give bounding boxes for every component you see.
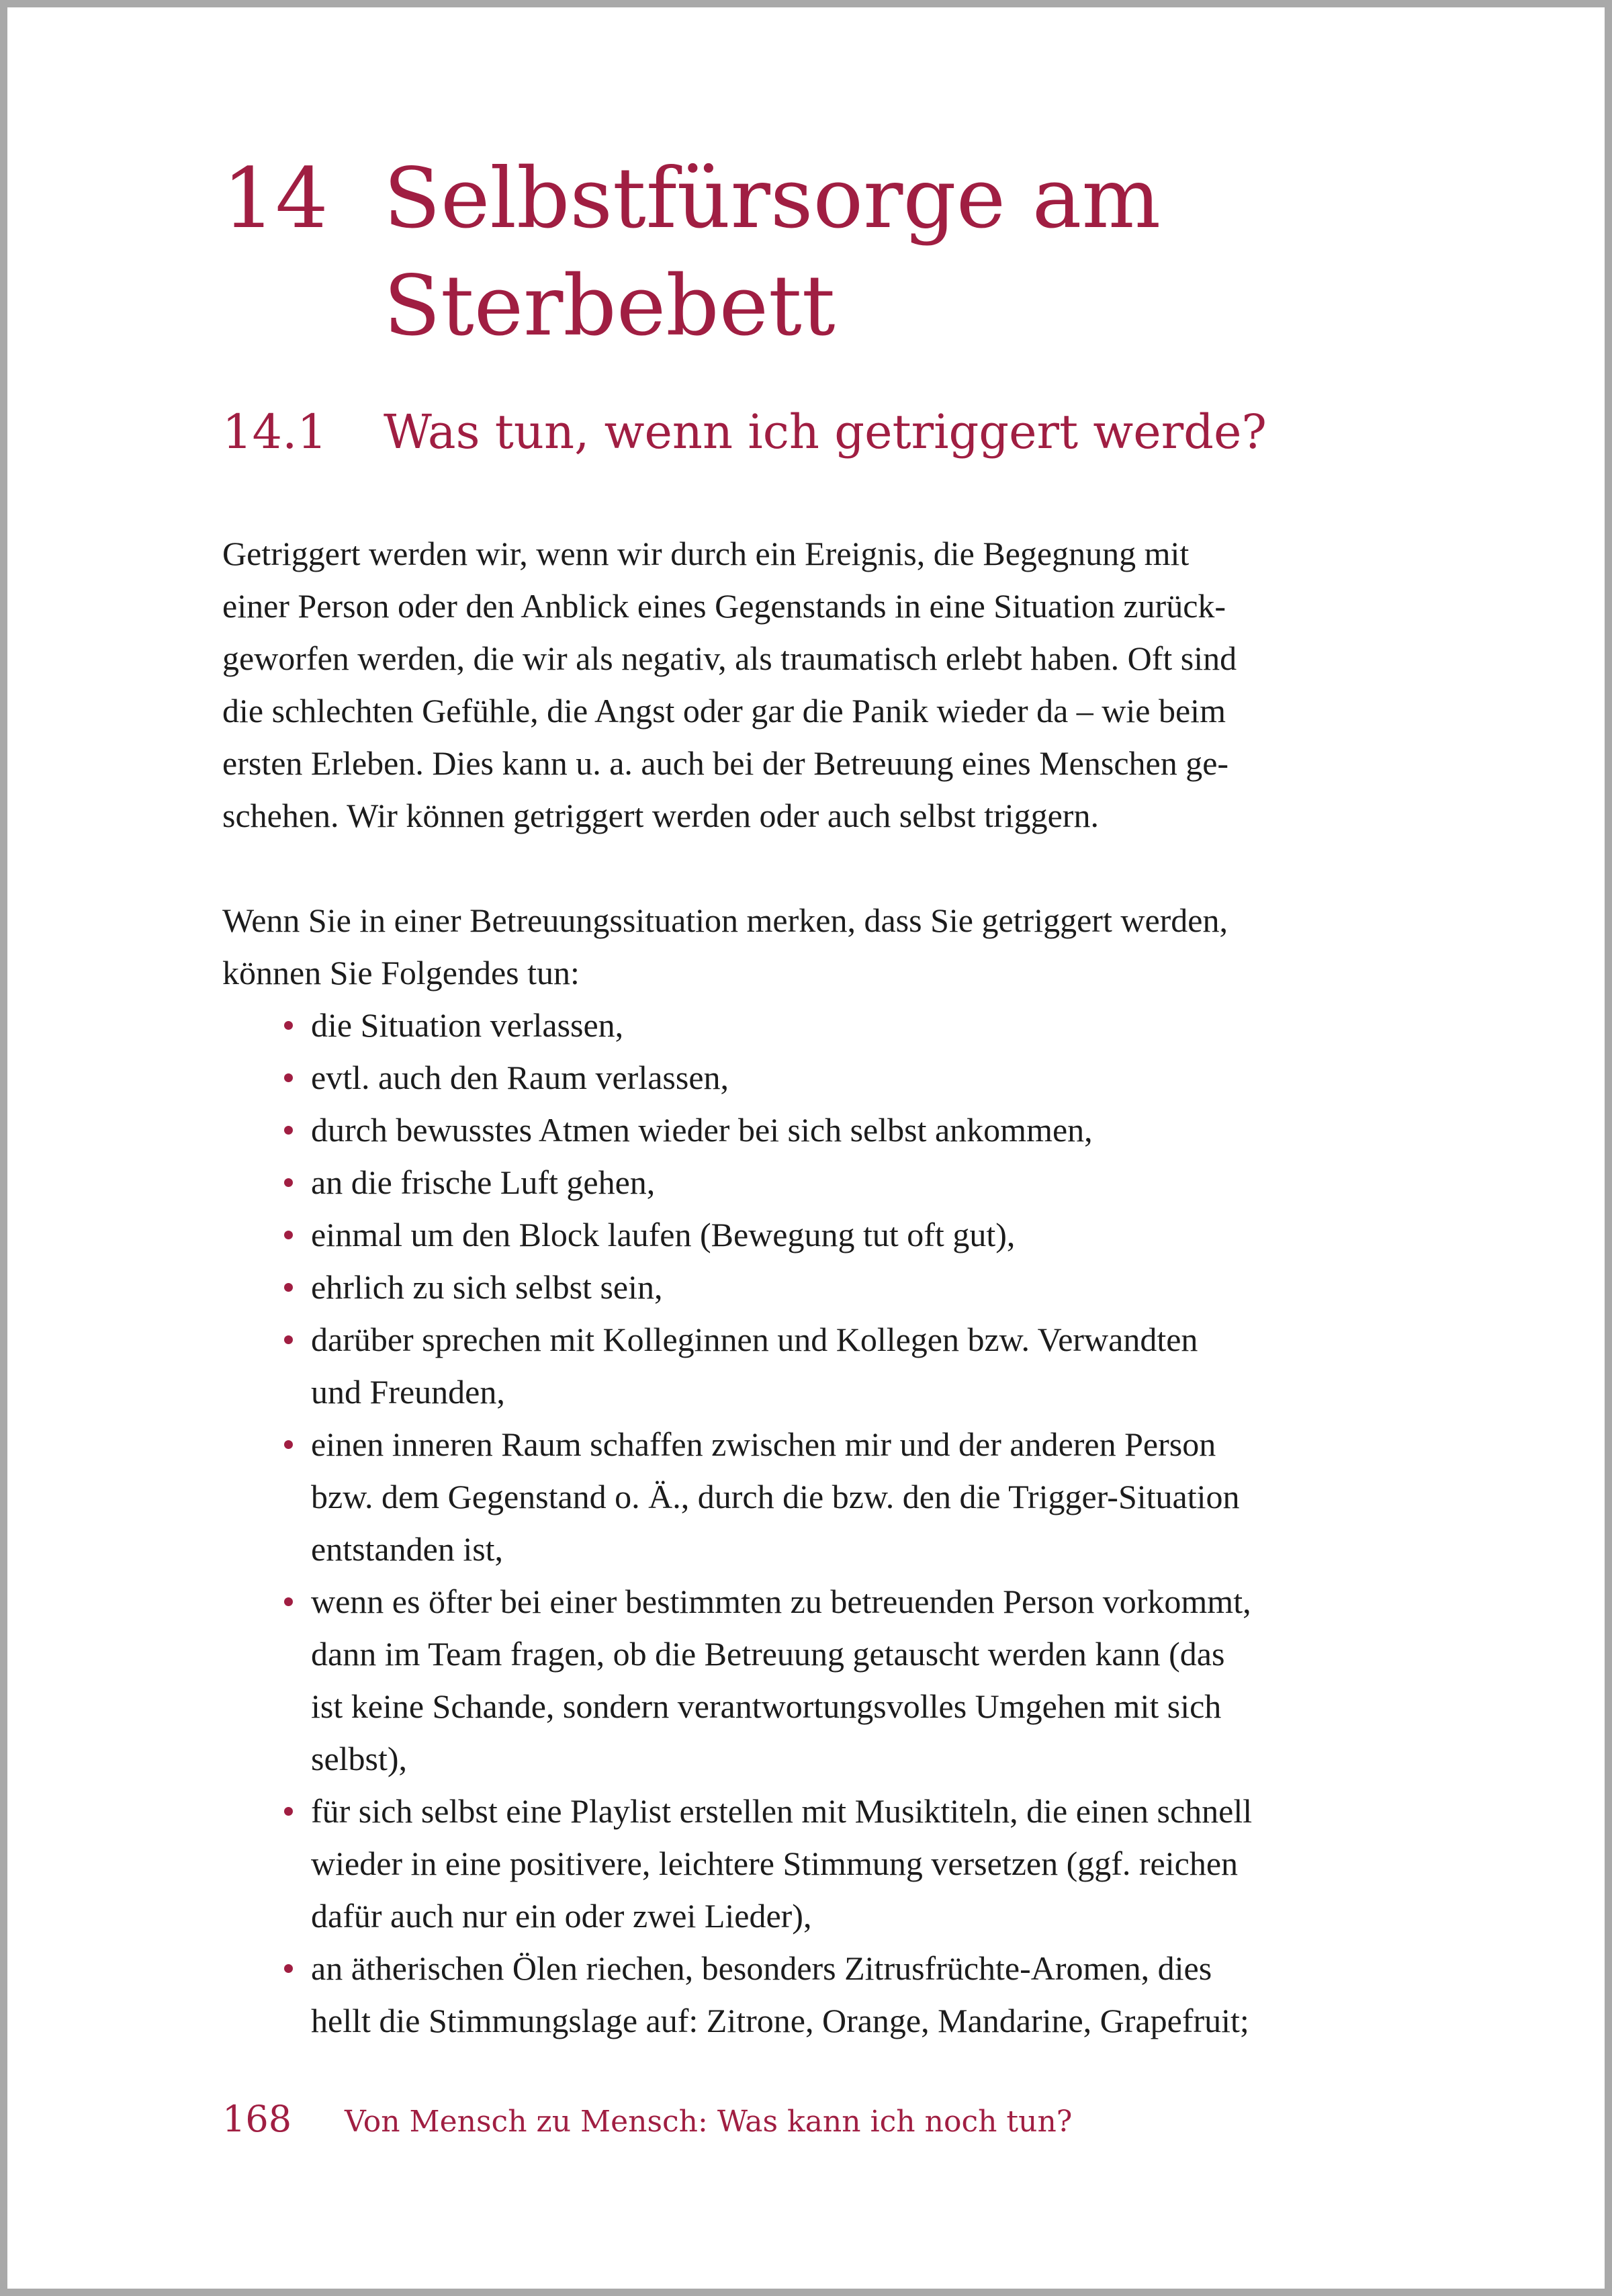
running-title: Von Mensch zu Mensch: Was kann ich noch tun? [345, 2105, 1073, 2139]
bullet-item [222, 1051, 1425, 1104]
page-number: 168 [222, 2098, 292, 2140]
chapter-number: 14 [222, 150, 328, 247]
bullet-icon [284, 1021, 293, 1030]
bullet-item [222, 1313, 1425, 1418]
text-line: geworfen werden, die wir als negativ, als traumatisch erlebt haben. Oft sind [222, 639, 1237, 677]
bullet-item [222, 1208, 1425, 1261]
text-line: evtl. auch den Raum verlassen, [311, 1059, 729, 1096]
bullet-icon [284, 1807, 293, 1816]
bullet-item [222, 1104, 1425, 1156]
paragraph [222, 527, 1425, 842]
text-line: einen inneren Raum schaffen zwischen mir und der anderen Person [311, 1425, 1216, 1463]
text-line: an ätherischen Ölen riechen, besonders Zitrusfrüchte-Aromen, dies [311, 1949, 1212, 1987]
paragraph [222, 894, 1425, 999]
text-line: einmal um den Block laufen (Bewegung tut oft gut), [311, 1216, 1016, 1253]
bullet-item [222, 1418, 1425, 1575]
text-line: dann im Team fragen, ob die Betreuung getauscht werden kann (das [311, 1635, 1225, 1673]
bullet-icon [284, 1335, 293, 1344]
bullet-icon [284, 1964, 293, 1973]
bullet-icon [284, 1440, 293, 1449]
text-line: an die frische Luft gehen, [311, 1163, 656, 1201]
text-line: bzw. dem Gegenstand o. Ä., durch die bzw. den die Trigger-Situation [311, 1478, 1240, 1515]
text-line: können Sie Folgendes tun: [222, 954, 580, 991]
text-line: ersten Erleben. Dies kann u. a. auch bei der Betreuung eines Menschen ge- [222, 744, 1229, 782]
chapter-heading [222, 145, 1161, 360]
section-title: Was tun, wenn ich getriggert werde? [384, 404, 1267, 459]
bullet-item [222, 1942, 1425, 2047]
section-heading [222, 405, 1267, 459]
text-line: ehrlich zu sich selbst sein, [311, 1268, 663, 1306]
text-line: wieder in eine positivere, leichtere Stimmung versetzen (ggf. reichen [311, 1845, 1239, 1882]
text-line: schehen. Wir können getriggert werden oder auch selbst triggern. [222, 797, 1099, 834]
bullet-icon [284, 1231, 293, 1239]
text-line: die schlechten Gefühle, die Angst oder gar die Panik wieder da – wie beim [222, 692, 1226, 730]
chapter-title-line: Selbstfürsorge am [384, 150, 1161, 247]
bullet-list [222, 999, 1425, 2047]
text-line: entstanden ist, [311, 1530, 504, 1568]
text-line: selbst), [311, 1740, 408, 1777]
page-footer [222, 2098, 1072, 2150]
text-line: Wenn Sie in einer Betreuungssituation merken, dass Sie getriggert werden, [222, 901, 1228, 939]
chapter-title [384, 145, 1161, 360]
text-line: die Situation verlassen, [311, 1006, 624, 1044]
text-line: für sich selbst eine Playlist erstellen mit Musiktiteln, die einen schnell [311, 1792, 1253, 1830]
chapter-title-line: Sterbebett [384, 258, 836, 355]
text-line: durch bewusstes Atmen wieder bei sich selbst ankommen, [311, 1111, 1093, 1149]
bullet-icon [284, 1283, 293, 1292]
bullet-item [222, 1575, 1425, 1785]
bullet-icon [284, 1597, 293, 1606]
bullet-item [222, 999, 1425, 1051]
section-number: 14.1 [222, 404, 327, 459]
text-line: Getriggert werden wir, wenn wir durch ein Ereignis, die Begegnung mit [222, 535, 1190, 572]
text-line: wenn es öfter bei einer bestimmten zu betreuenden Person vorkommt, [311, 1583, 1251, 1620]
bullet-item [222, 1785, 1425, 1942]
text-line: hellt die Stimmungslage auf: Zitrone, Orange, Mandarine, Grapefruit; [311, 2002, 1249, 2039]
bullet-item [222, 1261, 1425, 1313]
body-copy [222, 527, 1425, 2047]
bullet-icon [284, 1126, 293, 1135]
text-line: dafür auch nur ein oder zwei Lieder), [311, 1897, 812, 1935]
text-line: ist keine Schande, sondern verantwortungsvolles Umgehen mit sich [311, 1687, 1222, 1725]
bullet-item [222, 1156, 1425, 1208]
bullet-icon [284, 1178, 293, 1187]
text-line: darüber sprechen mit Kolleginnen und Kollegen bzw. Verwandten [311, 1321, 1198, 1358]
bullet-icon [284, 1073, 293, 1082]
text-line: und Freunden, [311, 1373, 505, 1411]
text-line: einer Person oder den Anblick eines Gegenstands in eine Situation zurück- [222, 587, 1226, 625]
